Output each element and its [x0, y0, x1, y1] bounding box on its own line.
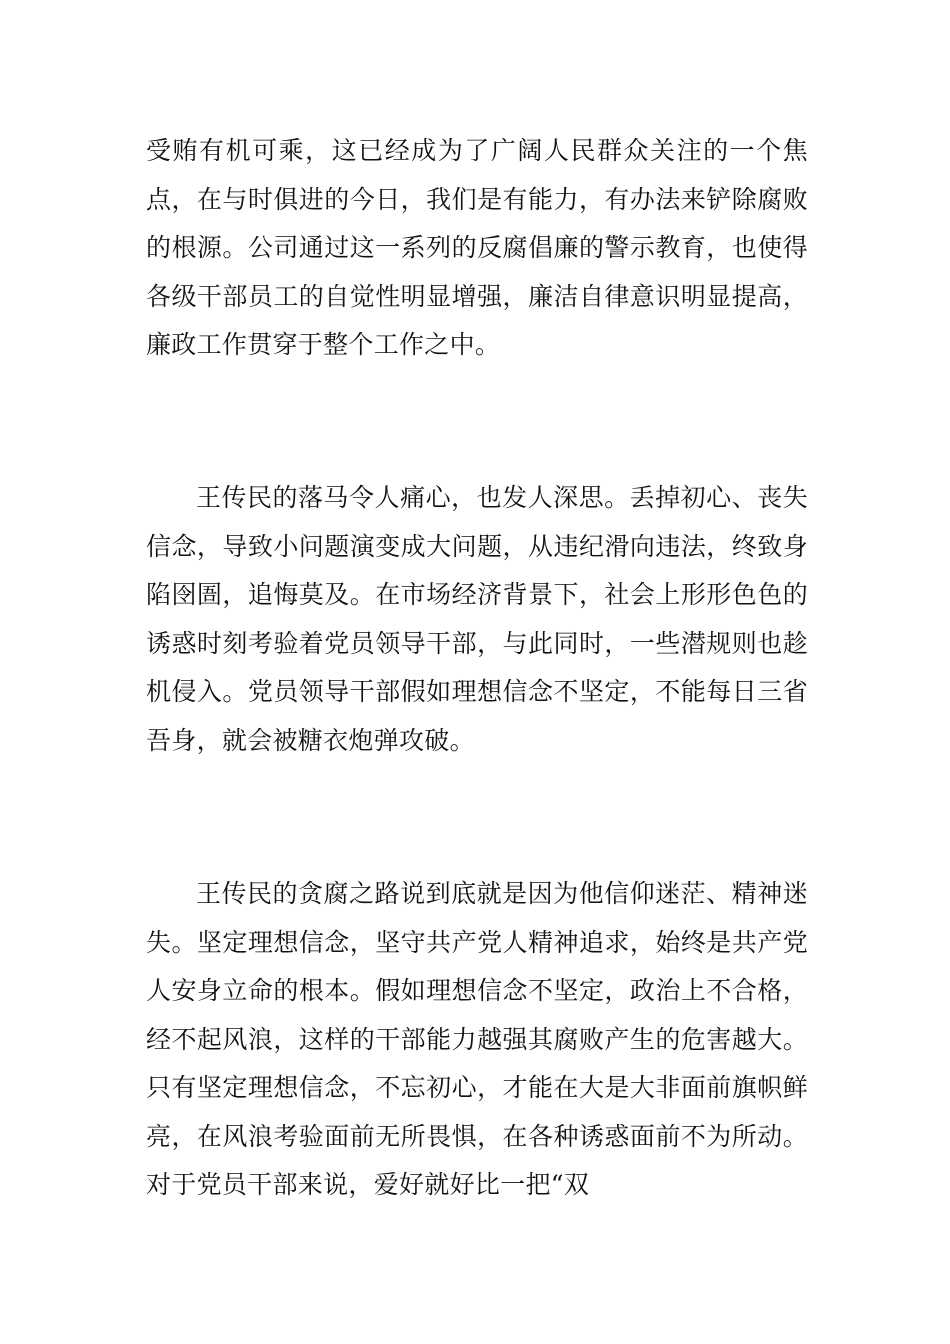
- paragraph-wang-downfall: 王传民的落马令人痛心，也发人深思。丢掉初心、丧失信念，导致小问题演变成大问题，从违纪滑向违法，终致身陷囹圄，追悔莫及。在市场经济背景下，社会上形形色色的诱惑时刻考验着党员领导干部，与此同时，一些潜规则也趁机侵入。党员领导干部假如理想信念不坚定，不能每日三省吾身，就会被糖衣炮弹攻破。: [146, 483, 808, 755]
- paragraph-ideals-belief: 王传民的贪腐之路说到底就是因为他信仰迷茫、精神迷失。坚定理想信念，坚守共产党人精神追求，始终是共产党人安身立命的根本。假如理想信念不坚定，政治上不合格，经不起风浪，这样的干部能力越强其腐败产生的危害越大。只有坚定理想信念，不忘初心，才能在大是大非面前旗帜鲜亮，在风浪考验面前无所畏惧，在各种诱惑面前不为所动。对于党员干部来说，爱好就好比一把“双: [146, 879, 808, 1199]
- paragraph-continuation: 受贿有机可乘，这已经成为了广阔人民群众关注的一个焦点，在与时俱进的今日，我们是有能力，有办法来铲除腐败的根源。公司通过这一系列的反腐倡廉的警示教育，也使得各级干部员工的自觉性明显增强，廉洁自律意识明显提高，廉政工作贯穿于整个工作之中。: [146, 136, 808, 359]
